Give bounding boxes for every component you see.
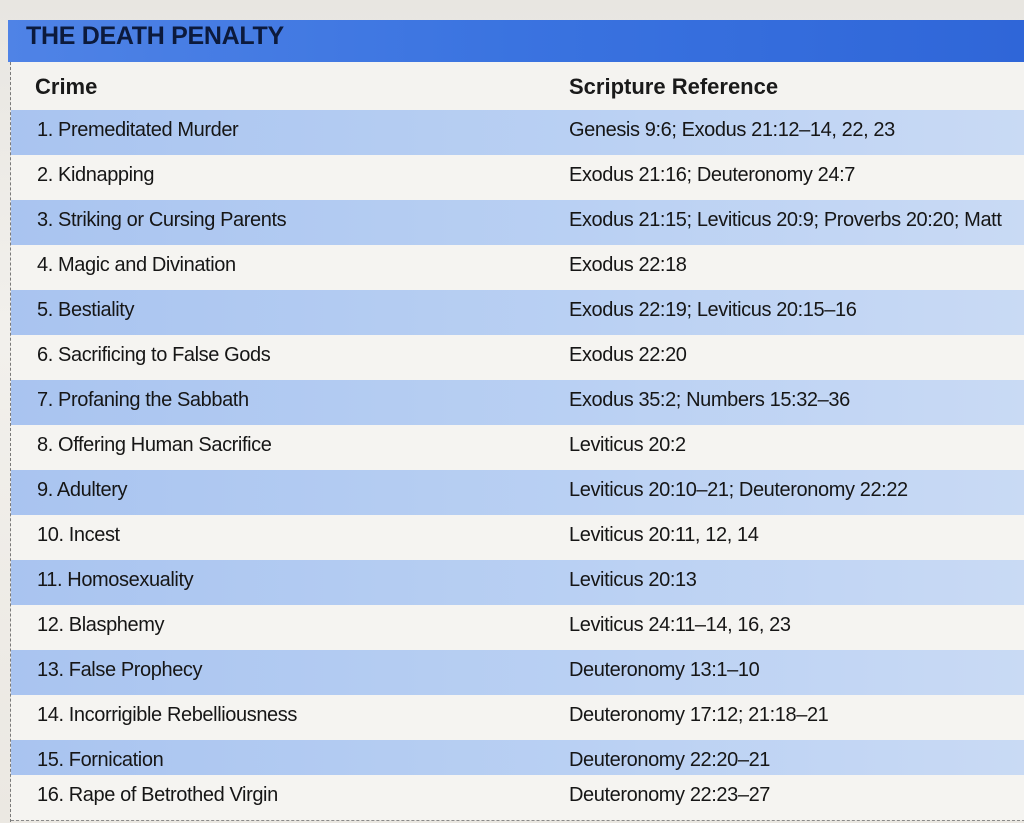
crime-cell: 10. Incest [37, 524, 120, 546]
table-row [11, 695, 1024, 740]
reference-cell: Leviticus 20:2 [569, 434, 686, 456]
crime-cell: 14. Incorrigible Rebelliousness [37, 704, 297, 726]
reference-cell: Exodus 22:18 [569, 254, 687, 276]
reference-cell: Deuteronomy 22:20–21 [569, 749, 771, 771]
column-header-reference: Scripture Reference [569, 74, 779, 99]
table-row [11, 335, 1024, 380]
reference-cell: Exodus 22:20 [569, 344, 687, 366]
table-row [11, 290, 1024, 335]
table-title: THE DEATH PENALTY [26, 22, 284, 50]
crime-cell: 6. Sacrificing to False Gods [37, 344, 271, 366]
reference-cell: Leviticus 24:11–14, 16, 23 [569, 614, 791, 636]
table-bottom-rule [11, 820, 1024, 821]
reference-cell: Leviticus 20:13 [569, 569, 697, 591]
column-header-crime: Crime [35, 74, 98, 99]
reference-cell: Deuteronomy 17:12; 21:18–21 [569, 704, 829, 726]
reference-cell: Leviticus 20:11, 12, 14 [569, 524, 759, 546]
table-header-row [11, 62, 1024, 110]
crime-cell: 7. Profaning the Sabbath [37, 389, 249, 411]
crime-cell: 12. Blasphemy [37, 614, 165, 636]
table-row [11, 155, 1024, 200]
crime-cell: 9. Adultery [37, 479, 128, 501]
reference-cell: Exodus 35:2; Numbers 15:32–36 [569, 389, 850, 411]
crime-cell: 15. Fornication [37, 749, 164, 771]
crime-cell: 4. Magic and Divination [37, 254, 236, 276]
crime-cell: 2. Kidnapping [37, 164, 155, 186]
reference-cell: Leviticus 20:10–21; Deuteronomy 22:22 [569, 479, 908, 501]
crime-cell: 8. Offering Human Sacrifice [37, 434, 272, 456]
crime-cell: 16. Rape of Betrothed Virgin [37, 784, 278, 806]
crime-cell: 11. Homosexuality [37, 569, 194, 591]
reference-cell: Exodus 21:15; Leviticus 20:9; Proverbs 20:20; Matt [569, 209, 1002, 231]
table-row [11, 515, 1024, 560]
reference-cell: Exodus 22:19; Leviticus 20:15–16 [569, 299, 857, 321]
reference-cell: Deuteronomy 22:23–27 [569, 784, 771, 806]
table-row [11, 470, 1024, 515]
crime-cell: 13. False Prophecy [37, 659, 203, 681]
table-row [11, 560, 1024, 605]
table-row [11, 245, 1024, 290]
table-row [11, 380, 1024, 425]
table-row [11, 425, 1024, 470]
crime-cell: 3. Striking or Cursing Parents [37, 209, 287, 231]
table-row [11, 200, 1024, 245]
reference-cell: Deuteronomy 13:1–10 [569, 659, 760, 681]
table-row [11, 775, 1024, 820]
crime-cell: 1. Premeditated Murder [37, 119, 239, 141]
reference-cell: Exodus 21:16; Deuteronomy 24:7 [569, 164, 855, 186]
table-row [11, 605, 1024, 650]
table-row [11, 650, 1024, 695]
death-penalty-table [10, 62, 1024, 822]
crime-cell: 5. Bestiality [37, 299, 135, 321]
table-row [11, 110, 1024, 155]
reference-cell: Genesis 9:6; Exodus 21:12–14, 22, 23 [569, 119, 895, 141]
